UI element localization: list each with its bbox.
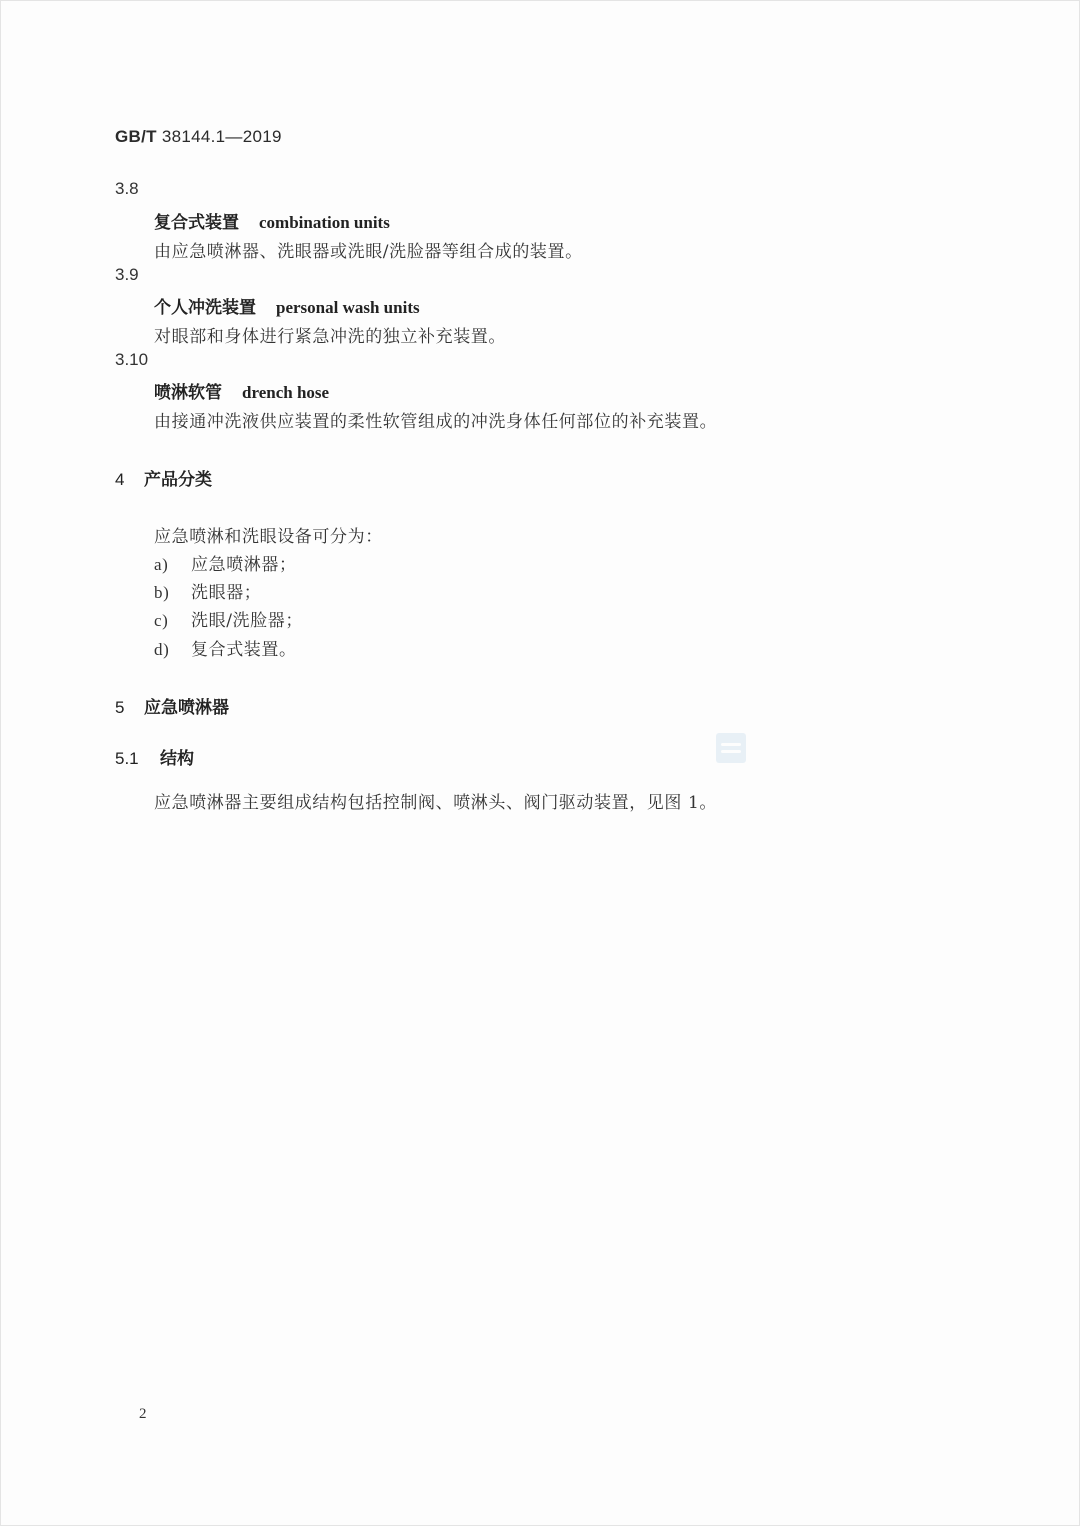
- term-zh: 喷淋软管: [154, 383, 222, 403]
- list-item: [154, 578, 261, 603]
- term-number-3-10: 3.10: [115, 350, 149, 369]
- section-number: 5: [115, 698, 125, 717]
- structure-description: 应急喷淋器主要组成结构包括控制阀、喷淋头、阀门驱动装置，见图 1。: [154, 793, 718, 813]
- list-item: [154, 550, 297, 575]
- standard-code-number: 38144.1—2019: [161, 127, 282, 146]
- list-text: 应急喷淋器；: [191, 555, 297, 575]
- term-definition-3-9: 对眼部和身体进行紧急冲洗的独立补充装置。: [154, 327, 506, 347]
- standard-code: [115, 127, 282, 147]
- term-title-3-9: [154, 293, 420, 318]
- section-number: 5.1: [115, 749, 139, 768]
- section-heading-5-1: [115, 744, 194, 769]
- term-zh: 个人冲洗装置: [154, 298, 256, 318]
- list-marker: d): [154, 640, 170, 659]
- section-heading-5: [115, 693, 229, 718]
- list-text: 复合式装置。: [191, 640, 297, 660]
- section-number: 4: [115, 470, 125, 489]
- list-marker: c): [154, 611, 169, 630]
- page-number: 2: [139, 1406, 147, 1422]
- section-title: 结构: [160, 749, 194, 769]
- term-title-3-10: [154, 378, 329, 403]
- term-definition-3-10: 由接通冲洗液供应装置的柔性软管组成的冲洗身体任何部位的补充装置。: [154, 412, 718, 432]
- list-text: 洗眼/洗脸器；: [191, 611, 303, 631]
- standard-code-prefix: GB/T: [115, 127, 157, 146]
- section-heading-4: [115, 465, 212, 490]
- section-title: 产品分类: [144, 470, 212, 490]
- list-text: 洗眼器；: [191, 583, 262, 603]
- term-en: combination units: [259, 213, 390, 232]
- list-marker: a): [154, 555, 169, 574]
- list-item: [154, 606, 303, 631]
- term-definition-3-8: 由应急喷淋器、洗眼器或洗眼/洗脸器等组合成的装置。: [154, 242, 583, 262]
- wechat-logo-watermark-icon: [716, 733, 746, 763]
- term-title-3-8: [154, 208, 390, 233]
- list-item: [154, 635, 297, 660]
- term-number-3-8: 3.8: [115, 179, 139, 198]
- term-en: personal wash units: [276, 298, 420, 317]
- section-title: 应急喷淋器: [144, 698, 229, 718]
- classification-intro: 应急喷淋和洗眼设备可分为：: [154, 527, 383, 547]
- term-zh: 复合式装置: [154, 213, 239, 233]
- term-number-3-9: 3.9: [115, 265, 139, 284]
- list-marker: b): [154, 583, 170, 602]
- term-en: drench hose: [242, 383, 330, 402]
